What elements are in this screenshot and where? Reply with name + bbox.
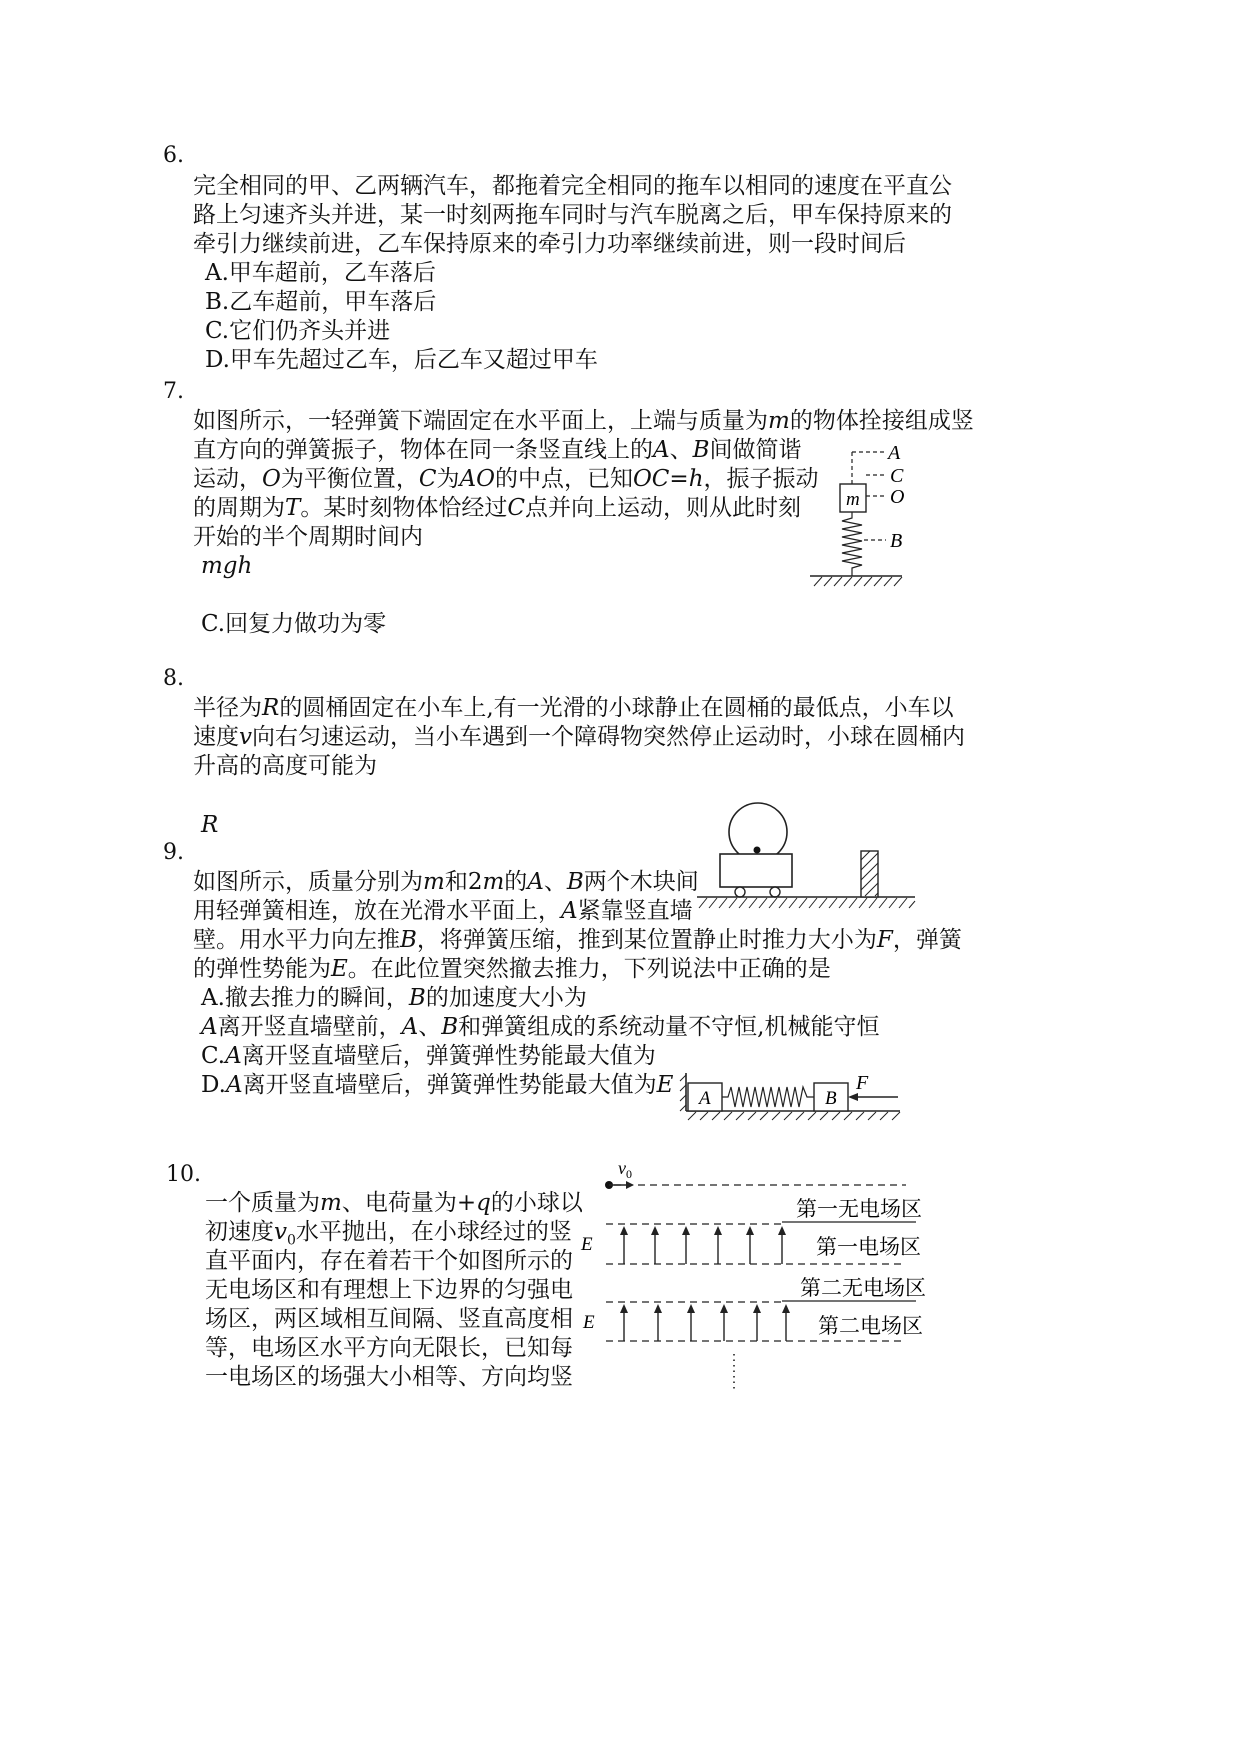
question-6-stem-line-1: 完全相同的甲、乙两辆汽车，都拖着完全相同的拖车以相同的速度在平直公 <box>193 173 952 199</box>
question-9-option-a: A.撤去推力的瞬间，B的加速度大小为 <box>201 985 587 1011</box>
field-2-arrow-heads <box>620 1304 790 1313</box>
question-7-stem-line-1: 如图所示，一轻弹簧下端固定在水平面上，上端与质量为m的物体拴接组成竖 <box>193 408 974 434</box>
field-1-arrow-heads <box>620 1226 786 1235</box>
block-b-label: B <box>825 1088 837 1109</box>
question-9-option-b: A离开竖直墙壁前，A、B和弹簧组成的系统动量不守恒,机械能守恒 <box>201 1014 880 1040</box>
wall-hatch <box>680 1075 686 1111</box>
wheel-left <box>735 887 745 897</box>
question-10-number: 10. <box>166 1162 201 1187</box>
question-6-stem-line-2: 路上匀速齐头并进，某一时刻两拖车同时与汽车脱离之后，甲车保持原来的 <box>193 202 952 228</box>
zone-2-label: 第一电场区 <box>816 1235 921 1259</box>
block-a-label: A <box>699 1088 711 1109</box>
blocks-spring-figure <box>680 1063 905 1123</box>
question-9-option-d: D.A离开竖直墙壁后，弹簧弹性势能最大值为E <box>201 1072 674 1098</box>
question-10-stem-line-2: 初速度$v_0$水平抛出，在小球经过的竖 <box>205 1219 572 1249</box>
ball <box>754 847 761 854</box>
question-8-stem-line-3: 升高的高度可能为 <box>193 753 377 779</box>
field-2-arrows <box>624 1308 786 1341</box>
wheel-right <box>770 887 780 897</box>
question-9-stem-line-4: 的弹性势能为E。在此位置突然撤去推力，下列说法中正确的是 <box>193 956 831 982</box>
question-8-fragment-r: R <box>201 812 219 838</box>
cart-body <box>720 854 792 887</box>
question-8-number: 8. <box>163 666 184 691</box>
floor-hatch <box>688 1112 900 1120</box>
force-arrow-head <box>848 1093 858 1101</box>
question-7-stem-line-3: 运动，O为平衡位置，C为AO的中点，已知OC=h，振子振动 <box>193 466 819 492</box>
electric-field-zones-figure <box>578 1160 938 1420</box>
field-2-e-label: E <box>583 1312 595 1333</box>
force-label: F <box>856 1072 869 1094</box>
question-9-stem-line-1: 如图所示，质量分别为m和2m的A、B两个木块间 <box>193 869 699 895</box>
question-7-option-c: C.回复力做功为零 <box>201 611 387 637</box>
question-8-stem-line-2: 速度v向右匀速运动，当小车遇到一个障碍物突然停止运动时，小球在圆桶内 <box>193 724 965 750</box>
field-1-e-label: E <box>581 1234 593 1255</box>
zone-3-label: 第二无电场区 <box>800 1276 926 1300</box>
zone-1-label: 第一无电场区 <box>796 1197 922 1221</box>
question-6-option-a: A.甲车超前，乙车落后 <box>205 260 436 286</box>
question-6-option-c: C.它们仍齐头并进 <box>205 318 391 344</box>
question-7-stem-line-2: 直方向的弹簧振子，物体在同一条竖直线上的A、B间做简谐 <box>193 437 802 463</box>
spring <box>842 512 862 576</box>
question-7-stem-line-5: 开始的半个周期时间内 <box>193 524 423 550</box>
question-6-stem-line-3: 牵引力继续前进，乙车保持原来的牵引力功率继续前进，则一段时间后 <box>193 231 906 257</box>
label-c: C <box>890 465 904 487</box>
question-6-number: 6. <box>163 143 184 168</box>
label-b: B <box>890 530 903 552</box>
spring <box>722 1087 814 1107</box>
field-1-arrows <box>624 1230 782 1264</box>
question-10-stem-line-6: 等，电场区水平方向无限长，已知每 <box>205 1335 573 1361</box>
question-10-stem-line-1: 一个质量为m、电荷量为+q的小球以 <box>205 1190 583 1216</box>
cart-figure <box>695 798 920 913</box>
velocity-label: $v_0$ <box>618 1158 632 1181</box>
label-o: O <box>890 486 905 508</box>
question-7-fragment-mgh: mgh <box>201 553 253 579</box>
question-9-stem-line-2: 用轻弹簧相连，放在光滑水平面上，A紧靠竖直墙 <box>193 898 693 924</box>
ground-hatch <box>814 577 902 586</box>
question-10-stem-line-7: 一电场区的场强大小相等、方向均竖 <box>205 1364 573 1390</box>
label-a: A <box>888 442 901 464</box>
ground-hatch <box>699 898 915 908</box>
question-10-stem-line-3: 直平面内，存在着若干个如图所示的 <box>205 1248 573 1274</box>
zone-4-label: 第二电场区 <box>818 1314 923 1338</box>
question-10-stem-line-4: 无电场区和有理想上下边界的匀强电 <box>205 1277 573 1303</box>
question-7-stem-line-4: 的周期为T。某时刻物体恰经过C点并向上运动，则从此时刻 <box>193 495 801 521</box>
question-9-number: 9. <box>163 840 184 865</box>
question-6-option-b: B.乙车超前，甲车落后 <box>205 289 437 315</box>
question-7-number: 7. <box>163 379 184 404</box>
question-10-stem-line-5: 场区，两区域相互间隔、竖直高度相 <box>205 1306 573 1332</box>
question-8-stem-line-1: 半径为R的圆桶固定在小车上,有一光滑的小球静止在圆桶的最低点，小车以 <box>193 695 954 721</box>
spring-oscillator-figure <box>806 440 906 590</box>
question-6-option-d: D.甲车先超过乙车，后乙车又超过甲车 <box>205 347 598 373</box>
mass-label: m <box>846 489 860 510</box>
question-9-option-c: C.A离开竖直墙壁后，弹簧弹性势能最大值为 <box>201 1043 656 1069</box>
question-9-stem-line-3: 壁。用水平力向左推B，将弹簧压缩，推到某位置静止时推力大小为F，弹簧 <box>193 927 962 953</box>
